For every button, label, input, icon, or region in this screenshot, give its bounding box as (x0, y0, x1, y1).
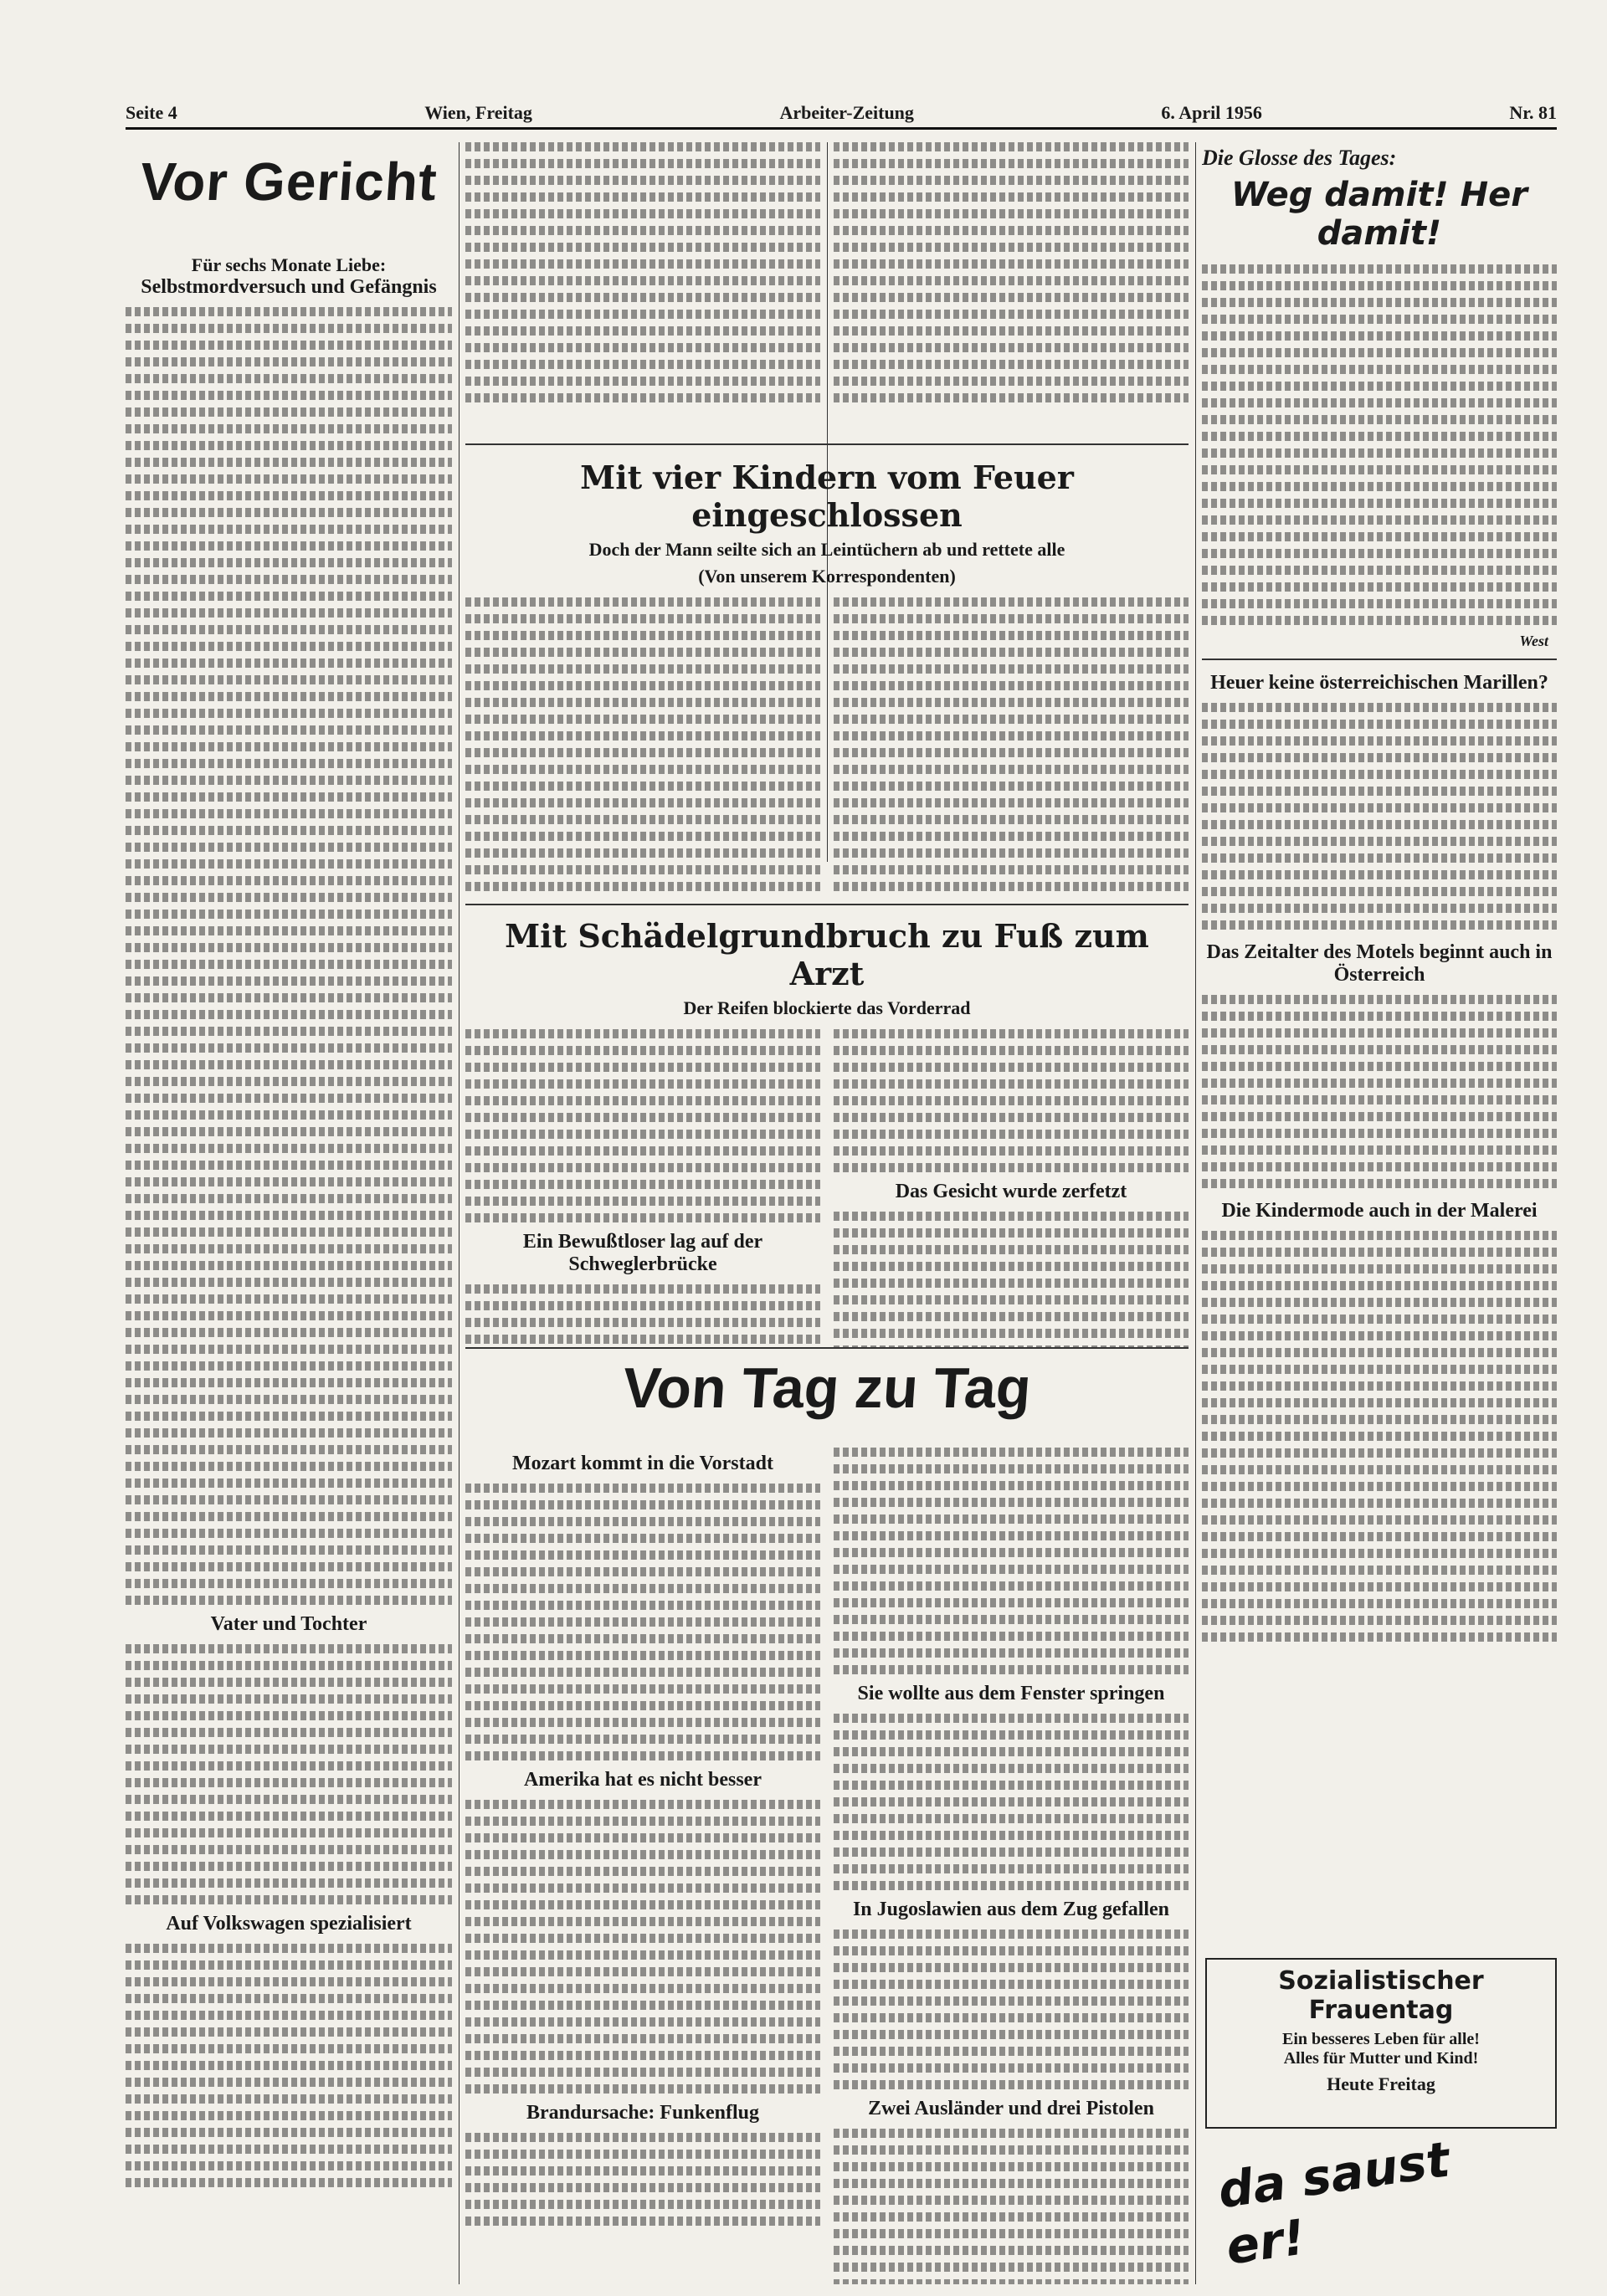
article-title: Vater und Tochter (210, 1613, 367, 1635)
article-body (126, 1944, 452, 2187)
sidebar-title: Die Kindermode auch in der Malerei (1221, 1200, 1538, 1222)
glosse-kicker: Die Glosse des Tages: (1202, 146, 1397, 170)
article-schaedel (465, 912, 1189, 1347)
frauentag-box (1205, 1958, 1557, 2129)
article-subtitle: Der Reifen blockierte das Vorderrad (683, 997, 971, 1018)
column-rule (1195, 142, 1196, 2284)
article-body (834, 1029, 1189, 1347)
section-title-vor-gericht: Vor Gericht (138, 151, 439, 212)
frauentag-slogan: Ein besseres Leben für alle! (1282, 2030, 1480, 2048)
column-1 (126, 142, 452, 2284)
article-feuer (465, 452, 1189, 904)
column-2-bottom (465, 1448, 820, 2284)
column-rule (459, 142, 460, 2284)
article-title: Sie wollte aus dem Fenster springen (857, 1683, 1165, 1704)
article-title: Ein Bewußtloser lag auf der Schweglerbrücke (522, 1231, 763, 1275)
divider (465, 904, 1189, 905)
glosse-title: Weg damit! Her damit! (1231, 176, 1527, 253)
article-body (126, 307, 452, 1605)
issue-date: 6. April 1956 (1161, 102, 1262, 123)
article-title: In Jugoslawien aus dem Zug gefallen (852, 1899, 1170, 1920)
article-title: Mozart kommt in die Vorstadt (512, 1453, 773, 1474)
article-body (834, 597, 1189, 899)
issue-day: Wien, Freitag (424, 102, 532, 123)
article-title: Amerika hat es nicht besser (524, 1769, 762, 1791)
article-title: Mit Schädelgrundbruch zu Fuß zum Arzt (505, 917, 1149, 992)
section-title-von-tag-zu-tag: Von Tag zu Tag (620, 1356, 1034, 1420)
article-title: Auf Volkswagen spezialisiert (166, 1913, 412, 1935)
article-title: Brandursache: Funkenflug (526, 2102, 760, 2124)
divider (465, 443, 1189, 445)
article-byline: (Von unserem Korrespondenten) (698, 566, 956, 587)
article-title: Für sechs Monate Liebe: (191, 254, 387, 275)
article-subtitle: Selbstmordversuch und Gefängnis (141, 276, 437, 298)
article-title: Mit vier Kindern vom Feuer eingeschlossen (580, 459, 1074, 534)
article-title: Zwei Ausländer und drei Pistolen (868, 2098, 1154, 2119)
section-header (465, 1356, 1189, 1448)
column-3-top (834, 142, 1189, 443)
paper-name: Arbeiter-Zeitung (779, 102, 914, 123)
article-body (126, 1644, 452, 1904)
column-3-bottom (834, 1448, 1189, 2284)
frauentag-slogan: Alles für Mutter und Kind! (1283, 2049, 1479, 2068)
glosse-author: West (1519, 633, 1548, 649)
issue-number: Nr. 81 (1509, 102, 1557, 123)
page-number: Seite 4 (126, 102, 177, 123)
article-body (465, 597, 820, 899)
divider (465, 1347, 1189, 1349)
masthead (126, 94, 1557, 130)
sidebar-title: Das Zeitalter des Motels beginnt auch in Österreich (1206, 941, 1553, 986)
article-subtitle: Doch der Mann seilte sich an Leintüchern ab und rettete alle (588, 539, 1065, 560)
article-title: Das Gesicht wurde zerfetzt (895, 1181, 1127, 1202)
advertisement-logo: da saust er! (1214, 2130, 1454, 2276)
sidebar-title: Heuer keine österreichischen Marillen? (1210, 672, 1548, 694)
article-body (465, 1029, 820, 1347)
column-2-top (465, 142, 820, 443)
frauentag-title: Sozialistischer Frauentag (1278, 1966, 1484, 2025)
frauentag-heute: Heute Freitag (1327, 2073, 1435, 2094)
